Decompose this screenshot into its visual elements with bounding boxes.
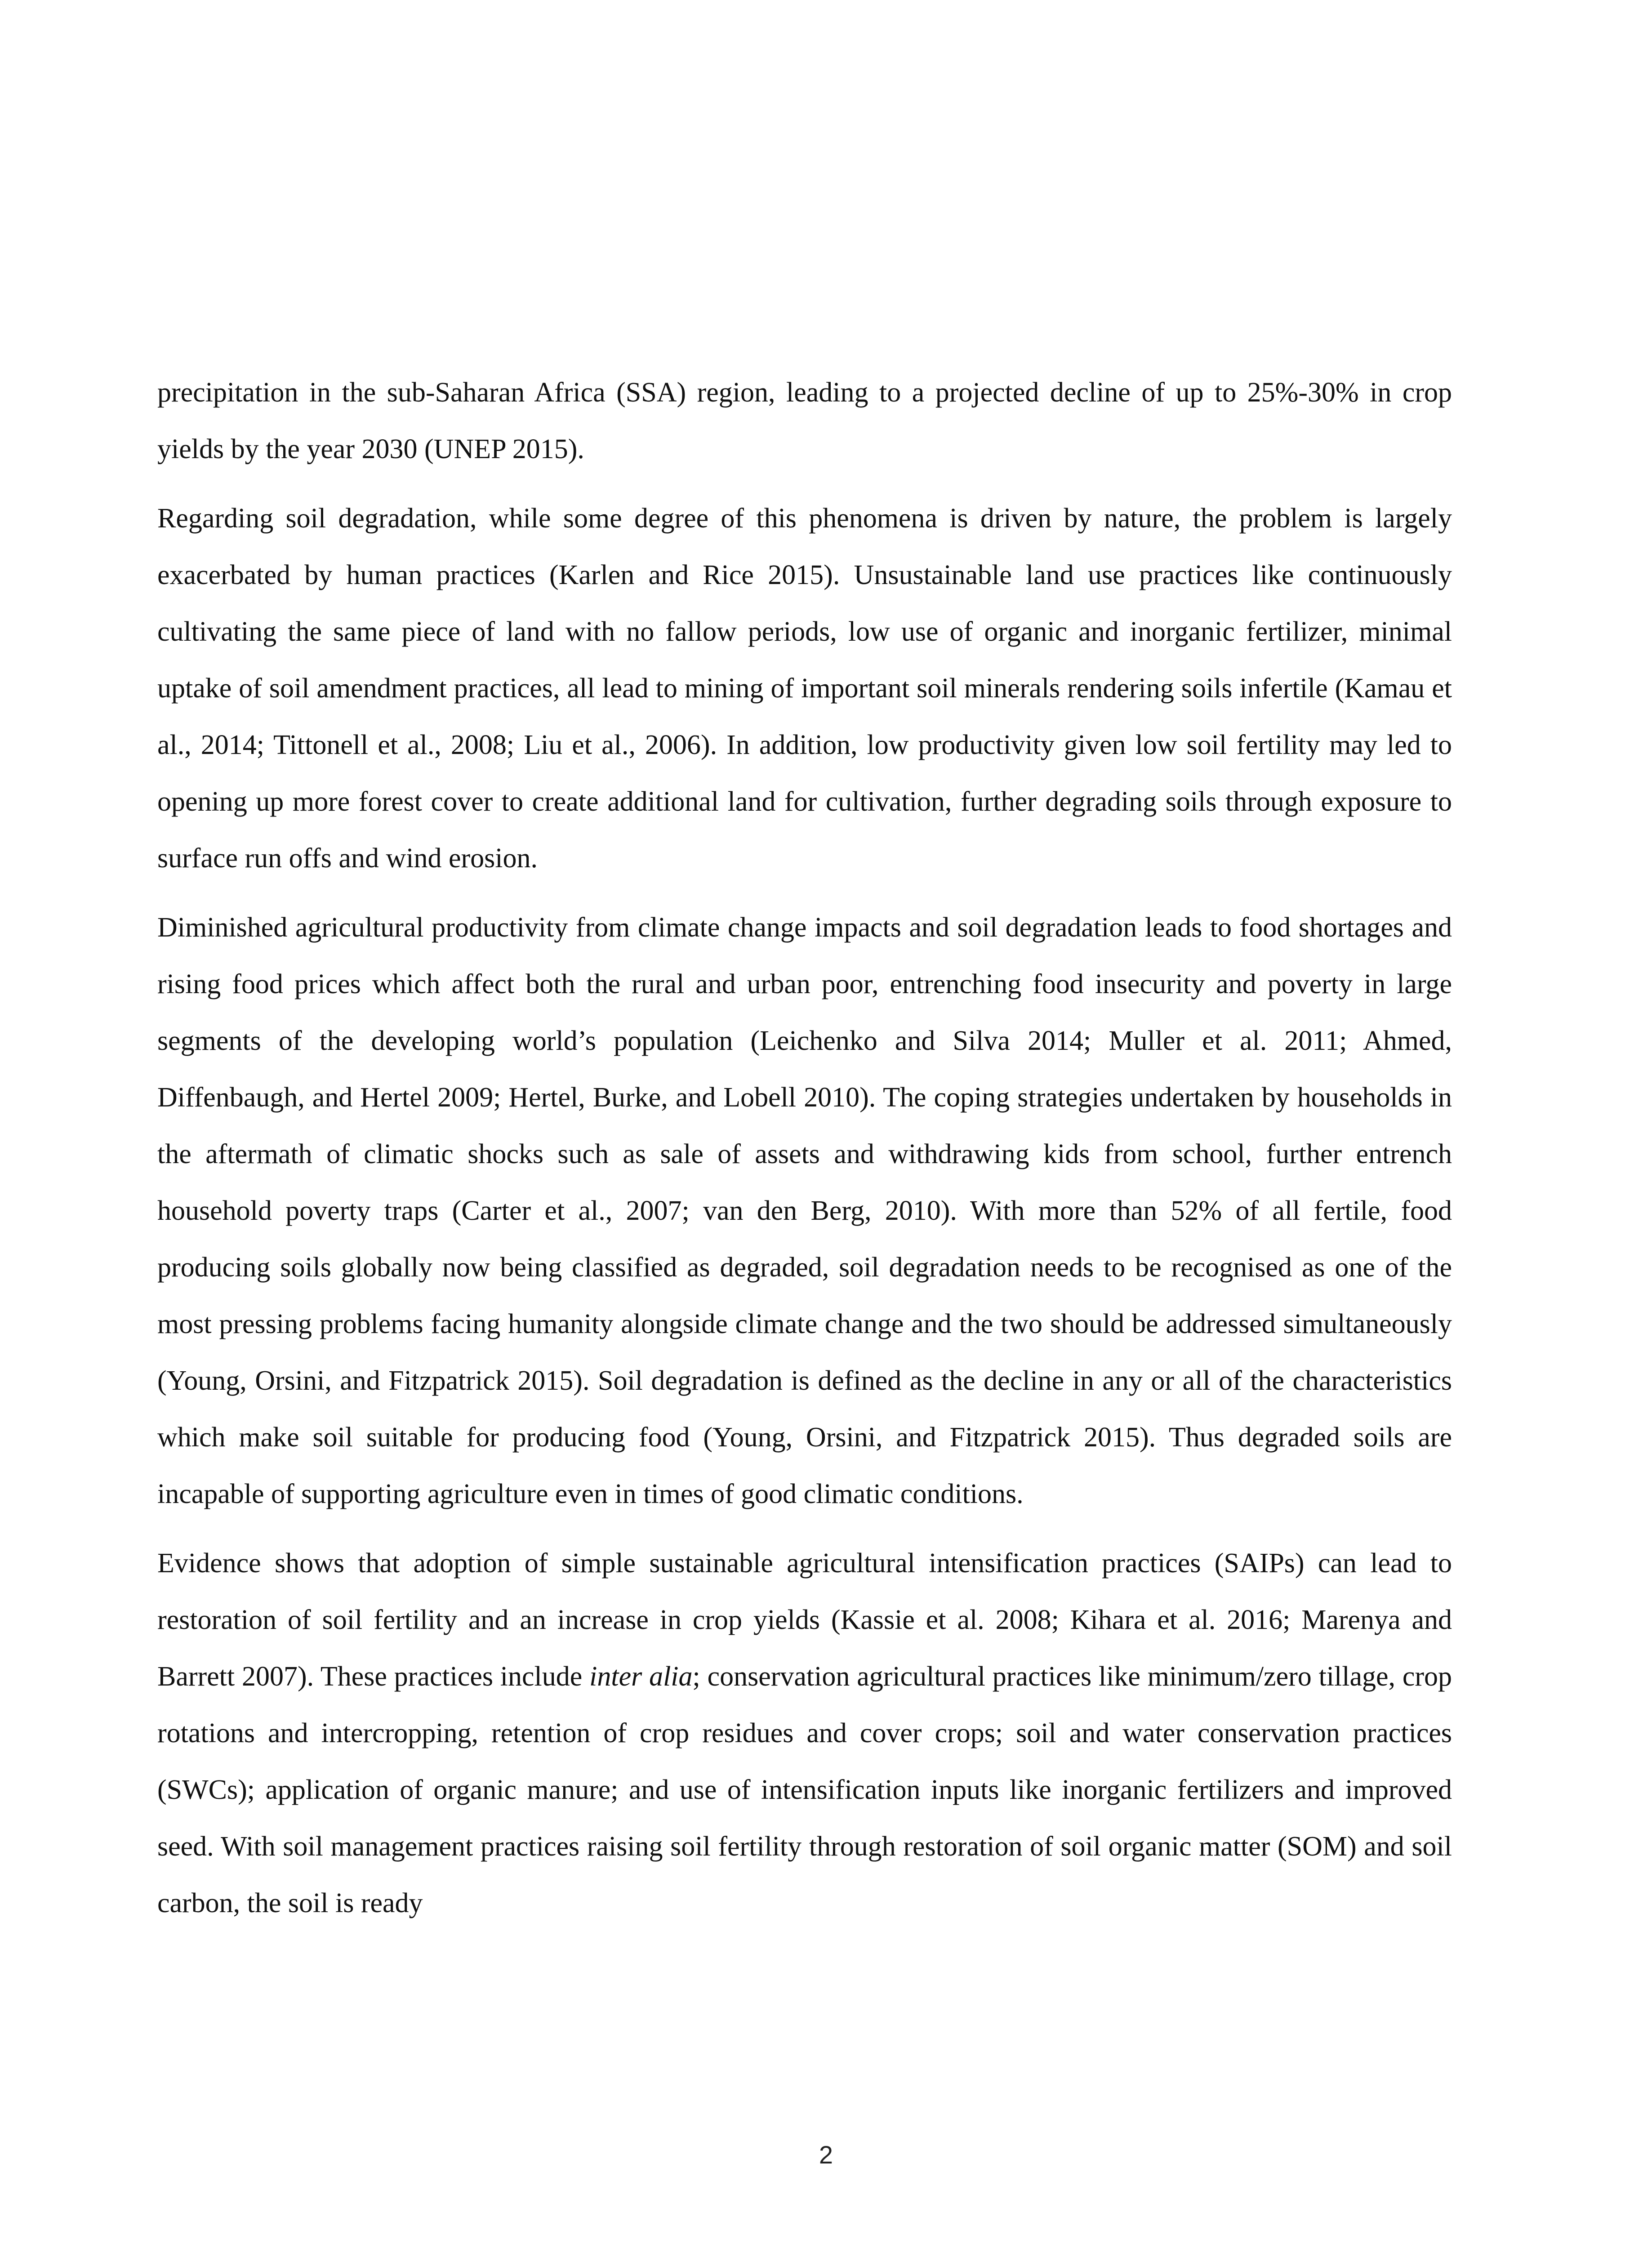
italic-term: inter alia [589,1661,693,1692]
page-number: 2 [819,2141,833,2169]
paragraph-2: Regarding soil degradation, while some degree of this phenomena is driven by nature, the problem is largely exacerbated by human practices (Karlen and Rice 2015). Unsustainable land use practices like continuously cultivating the same piece of land with no fallow periods, low use of organic and inorganic fertilizer, minimal uptake of soil amendment practices, all lead to mining of important soil minerals rendering soils infertile (Kamau et al., 2014; Tittonell et al., 2008; Liu et al., 2006). In addition, low productivity given low soil fertility may led to opening up more forest cover to create additional land for cultivation, further degrading soils through exposure to surface run offs and wind erosion. [157,503,1452,874]
paragraph-4-text-after: ; conservation agricultural practices like minimum/zero tillage, crop rotations and intercropping, retention of crop residues and cover crops; soil and water conservation practices (SWCs); application of organic manure; and use of intensification inputs like inorganic fertilizers and improved seed. With soil management practices raising soil fertility through restoration of soil organic matter (SOM) and soil carbon, the soil is ready [157,1661,1452,1918]
paragraph-4-text-before: Evidence shows that adoption of simple sustainable agricultural intensification practices (SAIPs) can lead to restoration of soil fertility and an increase in crop yields (Kassie et al. 2008; Kihara et al. 2016; Marenya and Barrett 2007). These practices include [157,1548,1452,1692]
paragraph-1: precipitation in the sub-Saharan Africa (SSA) region, leading to a projected decline of up to 25%-30% in crop yields by the year 2030 (UNEP 2015). [157,377,1452,464]
paragraph-3: Diminished agricultural productivity from climate change impacts and soil degradation leads to food shortages and rising food prices which affect both the rural and urban poor, entrenching food insecurity and poverty in large segments of the developing world’s population (Leichenko and Silva 2014; Muller et al. 2011; Ahmed, Diffenbaugh, and Hertel 2009; Hertel, Burke, and Lobell 2010). The coping strategies undertaken by households in the aftermath of climatic shocks such as sale of assets and withdrawing kids from school, further entrench household poverty traps (Carter et al., 2007; van den Berg, 2010). With more than 52% of all fertile, food producing soils globally now being classified as degraded, soil degradation needs to be recognised as one of the most pressing problems facing humanity alongside climate change and the two should be addressed simultaneously (Young, Orsini, and Fitzpatrick 2015). Soil degradation is defined as the decline in any or all of the characteristics which make soil suitable for producing food (Young, Orsini, and Fitzpatrick 2015). Thus degraded soils are incapable of supporting agriculture even in times of good climatic conditions. [157,912,1452,1509]
paragraph-4 [157,1535,1452,1931]
body-text [157,364,1452,1944]
